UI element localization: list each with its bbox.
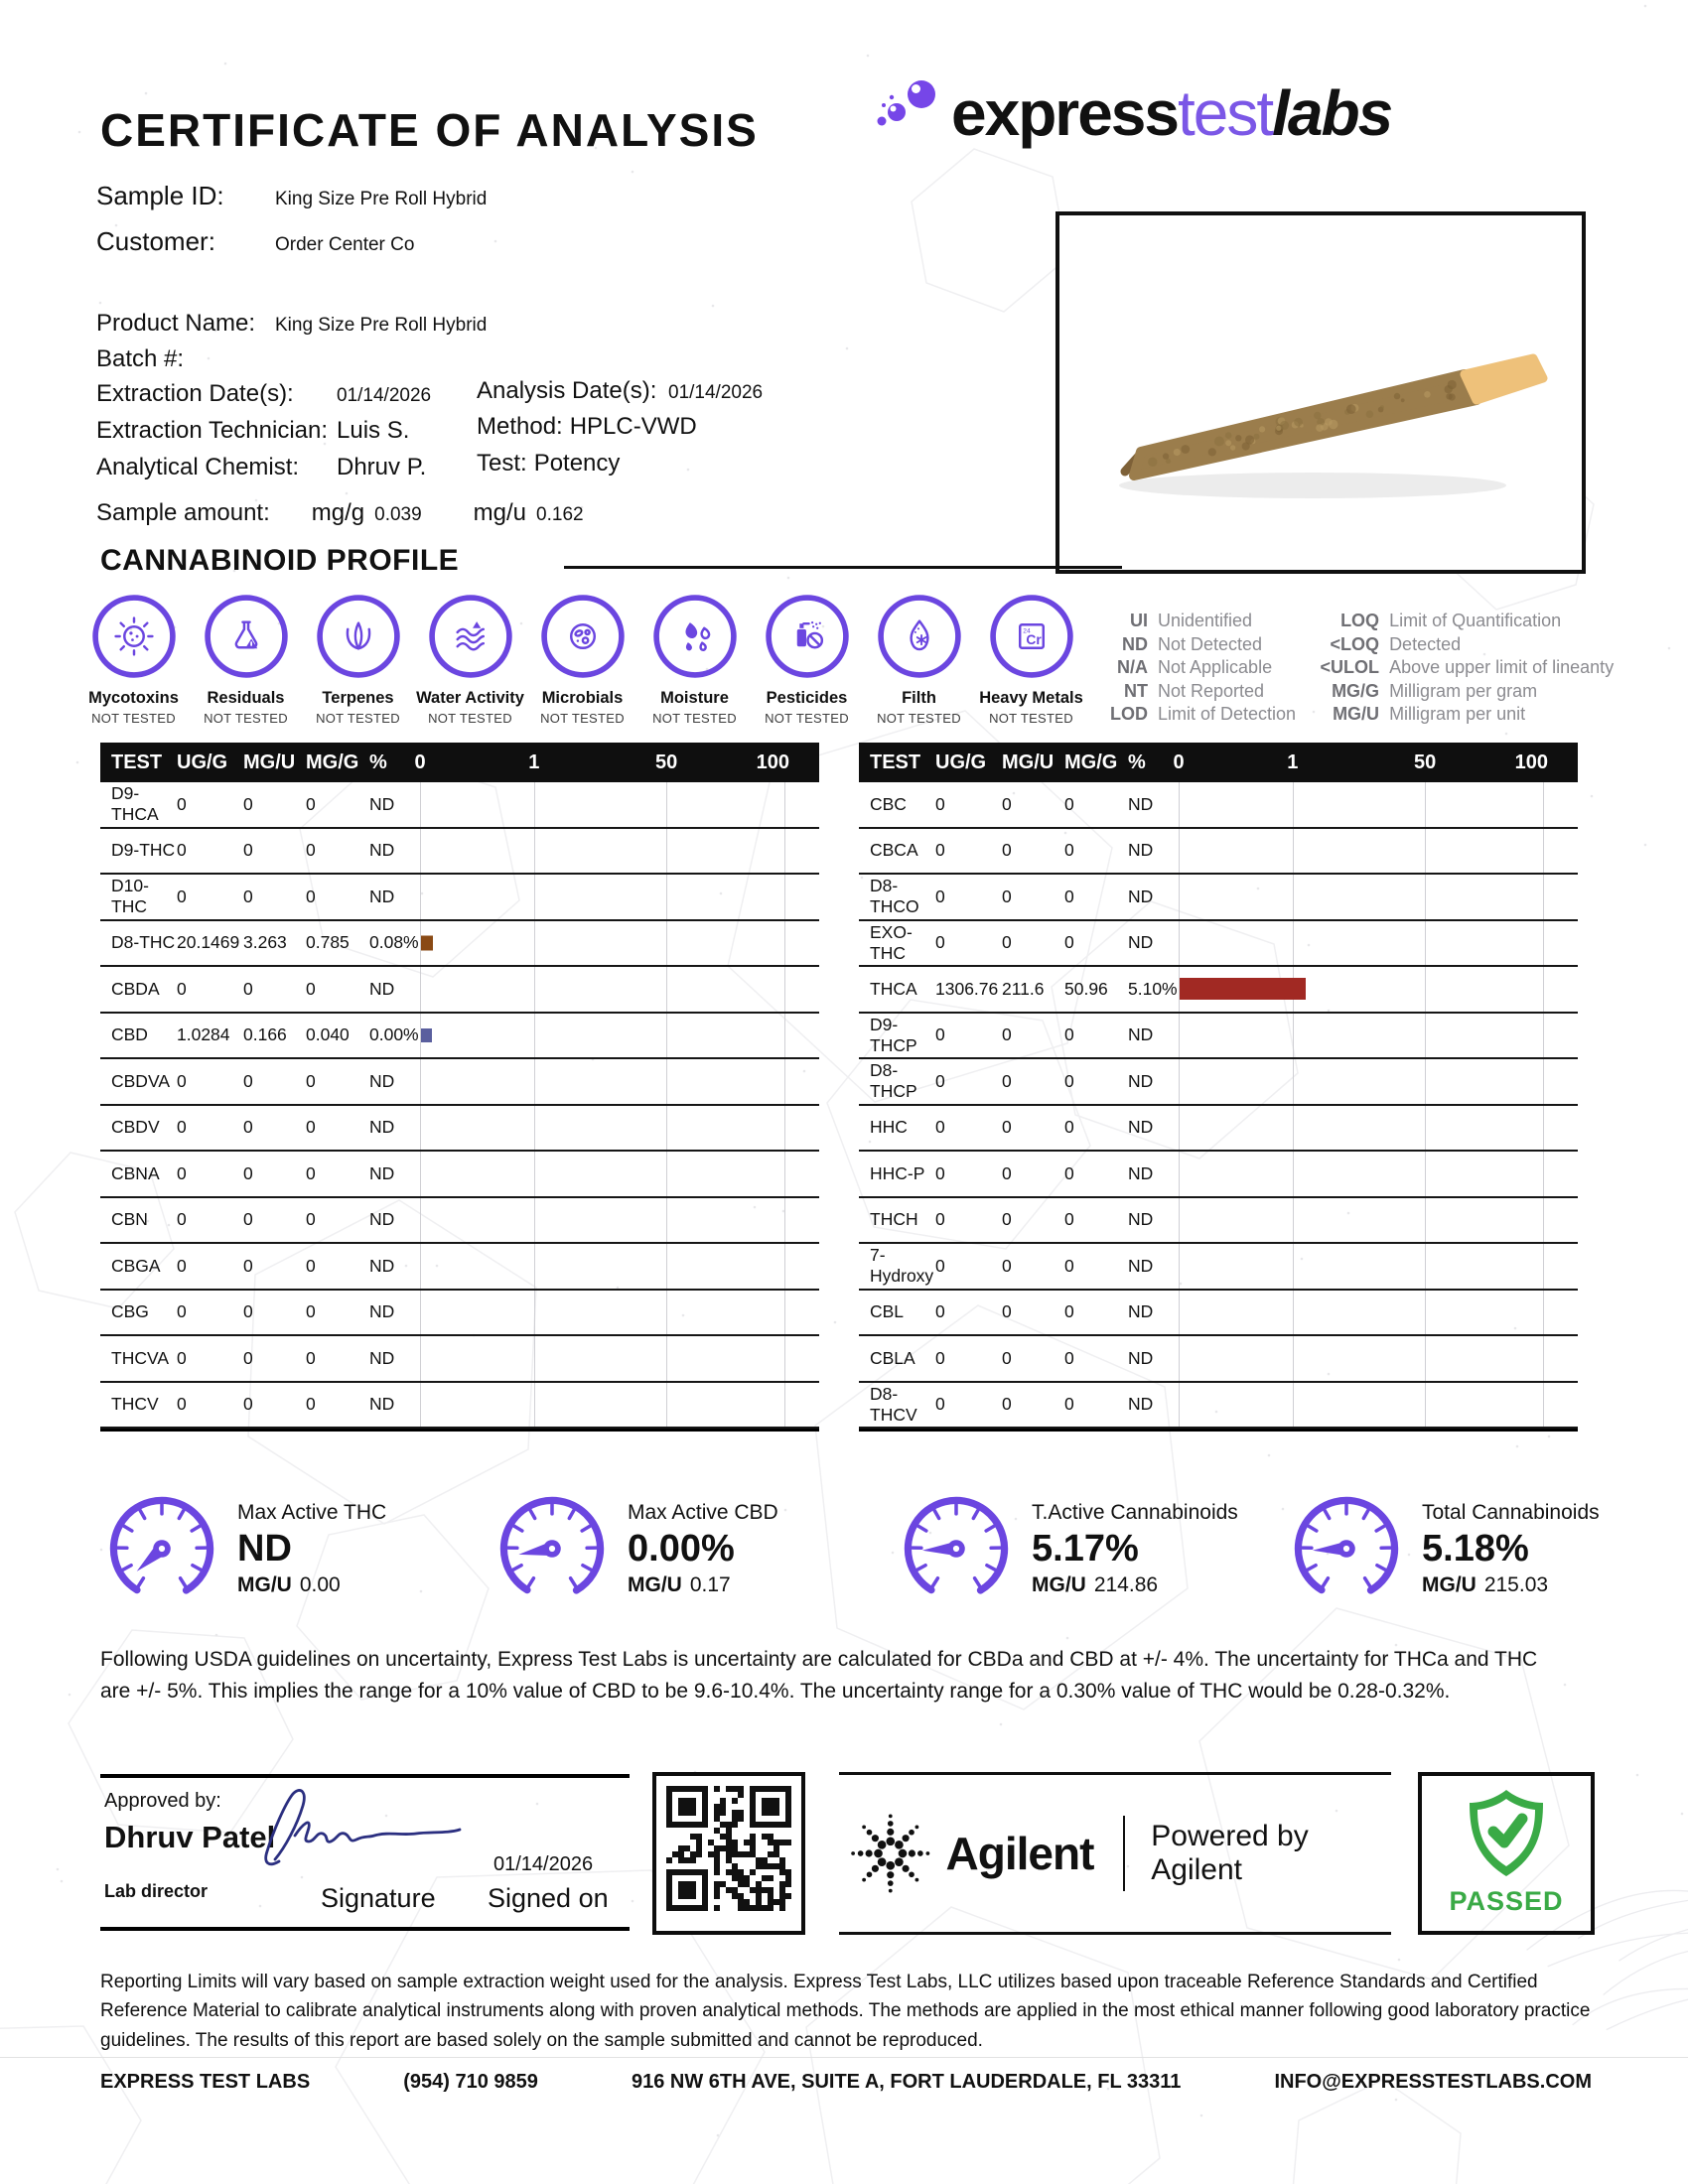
chemist-value: Dhruv P. xyxy=(337,454,427,480)
footer-divider xyxy=(0,2057,1688,2058)
cannabinoid-row-7-Hydroxy: 7-Hydroxy 0 0 0 ND xyxy=(859,1244,1578,1291)
cannabinoid-row-D8-THCP: D8-THCP 0 0 0 ND xyxy=(859,1059,1578,1106)
uncertainty-note: Following USDA guidelines on uncertainty, Express Test Labs is uncertainty are calculated for CBDa and CBD at +/- 4%. The uncertainty for THCa and THC are +/- 5%. This implies the range for a 10% value of CBD to be 9.6-10.4%. The uncertainty range for a 0.30% value of THC would be 0.28-0.32%. xyxy=(100,1648,1538,1703)
value-bar xyxy=(421,935,433,950)
gauge-unit: MG/U 215.03 xyxy=(1422,1572,1549,1596)
safety-panel-name: Water Activity xyxy=(416,689,524,707)
sample-id-row xyxy=(96,181,487,211)
sample-amount-row xyxy=(96,499,584,527)
cannabinoid-row-CBC: CBC 0 0 0 ND xyxy=(859,782,1578,829)
cannabinoid-row-CBN: CBN 0 0 0 ND xyxy=(100,1198,819,1245)
logo-labs: labs xyxy=(1272,77,1392,149)
cannabinoid-row-CBDVA: CBDVA 0 0 0 ND xyxy=(100,1059,819,1106)
safety-panel-residuals xyxy=(190,594,302,726)
page-title: CERTIFICATE OF ANALYSIS xyxy=(100,104,759,156)
cannabinoid-row-HHC: HHC 0 0 0 ND xyxy=(859,1106,1578,1153)
footer-email: INFO@EXPRESSTESTLABS.COM xyxy=(1274,2071,1592,2093)
signed-on-label: Signed on xyxy=(488,1883,609,1913)
svg-text:24: 24 xyxy=(1022,627,1031,635)
extraction-date-value: 01/14/2026 xyxy=(337,385,432,406)
product-name-label: Product Name: xyxy=(96,310,256,337)
cannabinoid-row-CBG: CBG 0 0 0 ND xyxy=(100,1291,819,1337)
legend-item: MG/G Milligram per gram xyxy=(1332,680,1538,701)
brand-logo-text xyxy=(951,77,1392,149)
qr-code-icon xyxy=(666,1786,791,1911)
logo-test: test xyxy=(1177,77,1273,149)
gauge-title: T.Active Cannabinoids xyxy=(1032,1500,1238,1524)
legend-item: <ULOL Above upper limit of lineanty xyxy=(1320,657,1615,678)
legend-item: MG/U Milligram per unit xyxy=(1333,704,1526,725)
footer-company: EXPRESS TEST LABS xyxy=(100,2071,311,2093)
safety-panel-water-activity xyxy=(414,594,526,726)
safety-panel-heavy-metals xyxy=(975,594,1087,726)
extraction-date-row xyxy=(96,380,431,408)
footer-bar xyxy=(100,2071,1592,2094)
analysis-date-row xyxy=(477,377,763,405)
extraction-tech-value: Luis S. xyxy=(337,417,410,444)
gauge-title: Total Cannabinoids xyxy=(1422,1500,1600,1524)
cannabinoid-row-CBCA: CBCA 0 0 0 ND xyxy=(859,829,1578,876)
gauge-dial-icon xyxy=(100,1487,223,1610)
product-name-value: King Size Pre Roll Hybrid xyxy=(275,315,488,336)
safety-panel-pesticides xyxy=(751,594,863,726)
signature-label: Signature xyxy=(321,1883,436,1913)
safety-panel-name: Mycotoxins xyxy=(88,689,179,707)
cannabinoid-row-D10-THC: D10-THC 0 0 0 ND xyxy=(100,875,819,921)
legend-col1 xyxy=(1096,610,1296,727)
filth-icon xyxy=(863,594,975,684)
safety-panel-status: NOT TESTED xyxy=(765,711,849,726)
gauge-unit: MG/U 0.17 xyxy=(628,1572,731,1596)
batch-row xyxy=(96,345,184,373)
terpenes-icon xyxy=(302,594,414,684)
gauge-2 xyxy=(895,1487,1238,1610)
gauge-value: 0.00% xyxy=(628,1527,735,1570)
gauge-0 xyxy=(100,1487,386,1610)
safety-panel-microbials xyxy=(526,594,638,726)
passed-badge xyxy=(1418,1772,1595,1935)
cannabinoid-row-THCVA: THCVA 0 0 0 ND xyxy=(100,1336,819,1383)
chemist-label: Analytical Chemist: xyxy=(96,454,300,480)
cannabinoid-row-D8-THCO: D8-THCO 0 0 0 ND xyxy=(859,875,1578,921)
safety-panel-status: NOT TESTED xyxy=(989,711,1073,726)
mgg-label: mg/g xyxy=(311,499,365,526)
table-body xyxy=(100,782,819,1432)
safety-panels-row xyxy=(77,594,1087,726)
agilent-starburst-icon xyxy=(839,1799,942,1908)
footer-address: 916 NW 6TH AVE, SUITE A, FORT LAUDERDALE, FL 33311 xyxy=(631,2071,1182,2093)
approval-block xyxy=(100,1774,630,1931)
approved-by-label: Approved by: xyxy=(104,1790,221,1812)
test-row xyxy=(477,450,620,478)
cannabinoid-row-EXO-THC: EXO-THC 0 0 0 ND xyxy=(859,921,1578,968)
approver-role: Lab director xyxy=(104,1881,209,1901)
cannabinoid-row-CBDV: CBDV 0 0 0 ND xyxy=(100,1106,819,1153)
method-label: Method: xyxy=(477,413,563,440)
cannabinoid-row-CBD: CBD 1.0284 0.166 0.040 0.00% xyxy=(100,1014,819,1060)
brand-logo xyxy=(872,75,1392,149)
mycotoxins-icon xyxy=(77,594,190,684)
safety-panel-name: Moisture xyxy=(660,689,729,707)
cannabinoid-table-left xyxy=(100,743,819,1432)
abbreviation-legend xyxy=(1096,610,1614,727)
gauge-title: Max Active THC xyxy=(237,1500,387,1524)
logo-bubbles-icon xyxy=(872,75,949,139)
value-bar xyxy=(1180,978,1306,1000)
product-photo xyxy=(1055,211,1586,574)
moisture-icon xyxy=(638,594,751,684)
cannabinoid-row-CBGA: CBGA 0 0 0 ND xyxy=(100,1244,819,1291)
customer-value: Order Center Co xyxy=(275,234,415,255)
disclaimer-text: Reporting Limits will vary based on sample extraction weight used for the analysis. Express Test Labs, LLC utilizes based upon traceable Reference Standards and Certified Reference Material to calibrate analytical instruments along with proven analytical methods. The methods are applied in the most ethical manner following good laboratory practice guidelines. The results of this report are based solely on the sample submitted and cannot be reproduced. xyxy=(100,1972,1591,2051)
safety-panel-name: Residuals xyxy=(207,689,285,707)
table-body xyxy=(859,782,1578,1432)
safety-panel-name: Pesticides xyxy=(766,689,848,707)
gauge-unit: MG/U 214.86 xyxy=(1032,1572,1159,1596)
extraction-tech-label: Extraction Technician: xyxy=(96,417,329,444)
customer-label: Customer: xyxy=(96,226,215,256)
gauge-1 xyxy=(491,1487,778,1610)
batch-label: Batch #: xyxy=(96,345,185,372)
qr-code xyxy=(652,1772,805,1935)
passed-label: PASSED xyxy=(1449,1886,1564,1916)
cannabinoid-row-D9-THCP: D9-THCP 0 0 0 ND xyxy=(859,1014,1578,1060)
cannabinoid-row-THCV: THCV 0 0 0 ND xyxy=(100,1383,819,1430)
product-name-row xyxy=(96,310,487,338)
safety-panel-status: NOT TESTED xyxy=(91,711,176,726)
cannabinoid-row-D8-THC: D8-THC 20.1469 3.263 0.785 0.08% xyxy=(100,921,819,968)
powered-by-agilent: Powered by Agilent xyxy=(1151,1820,1309,1886)
analysis-date-value: 01/14/2026 xyxy=(668,382,764,403)
logo-express: express xyxy=(951,77,1178,149)
agilent-divider xyxy=(1123,1816,1125,1891)
section-title-rule xyxy=(564,566,1122,569)
legend-item: NT Not Reported xyxy=(1124,680,1265,701)
water-activity-icon xyxy=(414,594,526,684)
cannabinoid-row-CBLA: CBLA 0 0 0 ND xyxy=(859,1336,1578,1383)
cannabinoid-table-right xyxy=(859,743,1578,1432)
extraction-date-label: Extraction Date(s): xyxy=(96,380,294,407)
chemist-row xyxy=(96,454,426,481)
safety-panel-filth xyxy=(863,594,975,726)
cannabinoid-row-D8-THCV: D8-THCV 0 0 0 ND xyxy=(859,1383,1578,1430)
gauge-value: ND xyxy=(237,1527,292,1570)
legend-item: UI Unidentified xyxy=(1130,611,1253,631)
safety-panel-status: NOT TESTED xyxy=(877,711,961,726)
residuals-icon xyxy=(190,594,302,684)
safety-panel-name: Terpenes xyxy=(322,689,394,707)
gauge-title: Max Active CBD xyxy=(628,1500,778,1524)
gauge-dial-icon xyxy=(491,1487,614,1610)
test-value: Potency xyxy=(533,450,621,477)
gauge-value: 5.18% xyxy=(1422,1527,1529,1570)
value-bar xyxy=(421,1028,432,1042)
gauge-unit: MG/U 0.00 xyxy=(237,1572,341,1596)
mgg-value: 0.039 xyxy=(374,504,422,525)
cannabinoid-row-THCA: THCA 1306.76 211.6 50.96 5.10% xyxy=(859,967,1578,1014)
heavy-metals-icon xyxy=(975,594,1087,684)
gauge-dial-icon xyxy=(895,1487,1018,1610)
gauge-value: 5.17% xyxy=(1032,1527,1139,1570)
cannabinoid-row-D9-THCA: D9-THCA 0 0 0 ND xyxy=(100,782,819,829)
legend-item: <LOQ Detected xyxy=(1330,633,1462,654)
safety-panel-name: Filth xyxy=(902,689,936,707)
mgu-label: mg/u xyxy=(473,499,527,526)
mgu-value: 0.162 xyxy=(536,504,584,525)
extraction-tech-row xyxy=(96,417,409,445)
legend-item: N/A Not Applicable xyxy=(1117,657,1273,678)
pre-roll-image xyxy=(1059,215,1582,570)
footer-phone: (954) 710 9859 xyxy=(403,2071,538,2093)
table-header: TEST UG/G MG/U MG/G % 0 1 50 100 xyxy=(100,743,819,782)
table-header: TEST UG/G MG/U MG/G % 0 1 50 100 xyxy=(859,743,1578,782)
cannabinoid-row-CBDA: CBDA 0 0 0 ND xyxy=(100,967,819,1014)
cannabinoid-row-CBL: CBL 0 0 0 ND xyxy=(859,1291,1578,1337)
safety-panel-mycotoxins xyxy=(77,594,190,726)
safety-panel-terpenes xyxy=(302,594,414,726)
customer-row xyxy=(96,226,414,257)
gauge-3 xyxy=(1285,1487,1600,1610)
agilent-block xyxy=(839,1772,1391,1935)
test-label: Test: xyxy=(477,450,527,477)
cannabinoid-row-THCH: THCH 0 0 0 ND xyxy=(859,1198,1578,1245)
sample-amount-label: Sample amount: xyxy=(96,499,270,526)
passed-shield-icon xyxy=(1457,1784,1556,1883)
safety-panel-status: NOT TESTED xyxy=(652,711,737,726)
safety-panel-status: NOT TESTED xyxy=(316,711,400,726)
approver-name: Dhruv Patel xyxy=(104,1820,276,1854)
sample-id-value: King Size Pre Roll Hybrid xyxy=(275,189,488,209)
safety-panel-status: NOT TESTED xyxy=(540,711,625,726)
method-value: HPLC-VWD xyxy=(569,413,697,440)
signature-scribble xyxy=(251,1782,490,1890)
cannabinoid-row-D9-THC: D9-THC 0 0 0 ND xyxy=(100,829,819,876)
sample-id-label: Sample ID: xyxy=(96,181,224,210)
safety-panel-status: NOT TESTED xyxy=(428,711,512,726)
safety-panel-name: Microbials xyxy=(541,689,624,707)
gauge-dial-icon xyxy=(1285,1487,1408,1610)
legend-item: LOQ Limit of Quantification xyxy=(1340,611,1562,631)
safety-panel-moisture xyxy=(638,594,751,726)
cannabinoid-row-HHC-P: HHC-P 0 0 0 ND xyxy=(859,1152,1578,1198)
legend-col2 xyxy=(1310,610,1614,727)
safety-panel-status: NOT TESTED xyxy=(204,711,288,726)
analysis-date-label: Analysis Date(s): xyxy=(477,377,657,404)
svg-text:Cr: Cr xyxy=(1025,631,1042,648)
signed-on-date: 01/14/2026 xyxy=(493,1853,594,1875)
section-title: CANNABINOID PROFILE xyxy=(100,544,460,577)
cannabinoid-row-CBNA: CBNA 0 0 0 ND xyxy=(100,1152,819,1198)
legend-item: LOD Limit of Detection xyxy=(1110,704,1297,725)
microbials-icon xyxy=(526,594,638,684)
legend-item: ND Not Detected xyxy=(1122,633,1263,654)
agilent-brand: Agilent xyxy=(945,1828,1094,1879)
safety-panel-name: Heavy Metals xyxy=(979,689,1083,707)
method-row xyxy=(477,413,697,441)
pesticides-icon xyxy=(751,594,863,684)
